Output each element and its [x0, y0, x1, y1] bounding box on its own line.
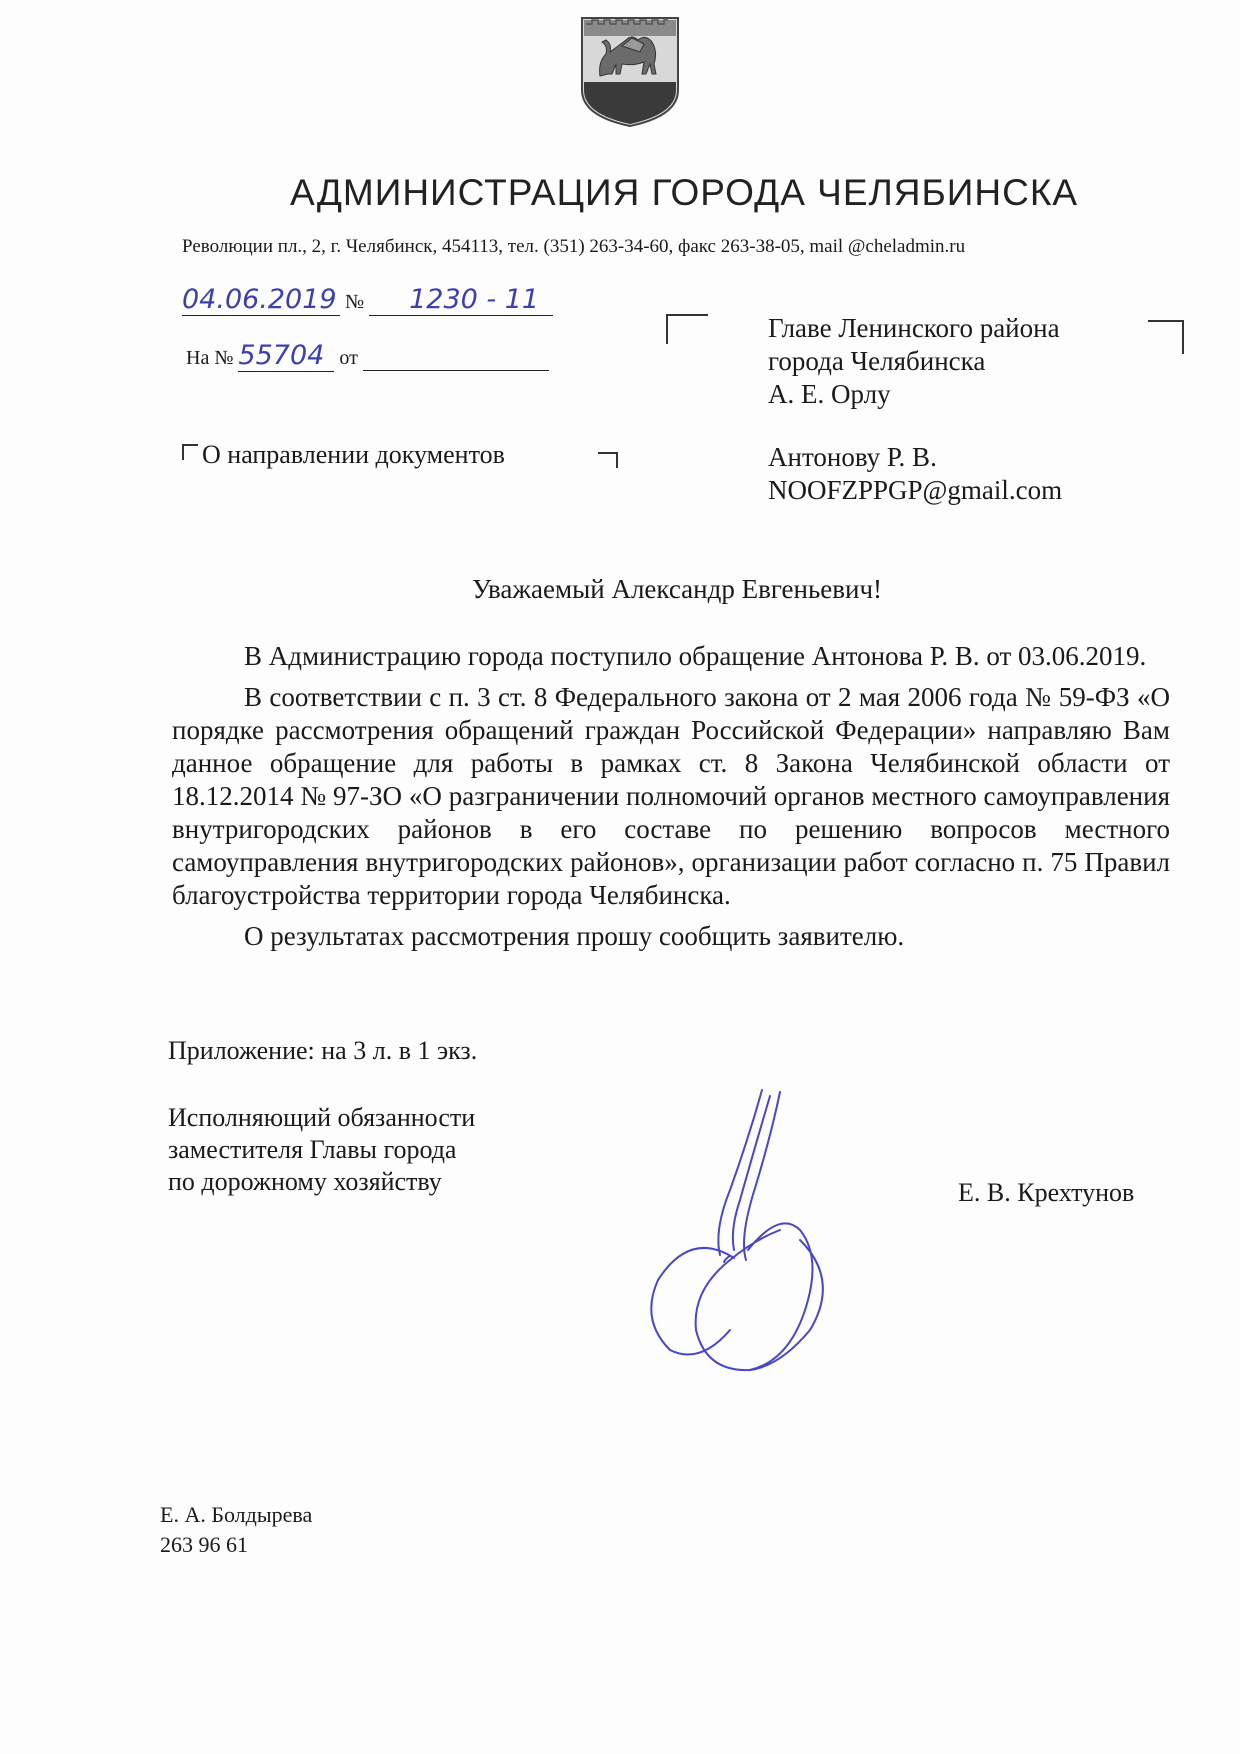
executor-name: Е. А. Болдырева — [160, 1502, 313, 1527]
position-line: Исполняющий обязанности — [168, 1103, 476, 1132]
reply-from-label: от — [339, 347, 358, 369]
organization-name: АДМИНИСТРАЦИЯ ГОРОДА ЧЕЛЯБИНСКА — [289, 172, 1079, 213]
subject-bracket-left — [182, 444, 198, 460]
reply-number: 55704 — [238, 340, 325, 371]
signer-name: Е. В. Крехтунов — [958, 1178, 1135, 1207]
subject-bracket-right — [598, 452, 618, 468]
letter-subject: О направлении документов — [202, 440, 505, 469]
registration-number-label: № — [345, 291, 365, 313]
addressee-line: города Челябинска — [768, 346, 986, 376]
position-line: заместителя Главы города — [168, 1135, 457, 1164]
addressee-copy-line: NOOFZPPGP@gmail.com — [768, 475, 1063, 505]
body-paragraph: О результатах рассмотрения прошу сообщить заявителю. — [244, 921, 905, 951]
addressee-line: Главе Ленинского района — [768, 313, 1060, 343]
chelyabinsk-coat-of-arms-icon — [578, 16, 682, 128]
body-paragraph: В соответствии с п. 3 ст. 8 Федерального закона от 2 мая 2006 года № 59-ФЗ «О порядке рассмотрения обращений граждан Российской Федерации» направляю Вам данное обращение для работы в рамках ст. 8 Закона Челябинской области от 18.12.2014 № 97-ЗО «О разграничении полномочий органов местного самоуправления внутригородских районов в его составе по решению вопросов местного самоуправления внутригородских районов», организации работ согласно п. 75 Правил благоустройства территории города Челябинска. — [172, 682, 1170, 910]
addressee-bracket-left — [666, 314, 708, 344]
registration-date-line — [182, 284, 553, 316]
organization-address: Революции пл., 2, г. Челябинск, 454113, тел. (351) 263-34-60, факс 263-38-05, mail @cheladmin.ru — [182, 236, 966, 257]
registration-date: 04.06.2019 — [182, 284, 337, 315]
addressee-line: А. Е. Орлу — [768, 379, 891, 409]
reply-reference-line — [186, 340, 549, 372]
handwritten-signature — [630, 1080, 850, 1400]
executor-block — [160, 1500, 312, 1560]
addressee-bracket-right — [1148, 320, 1184, 354]
body-paragraph: В Администрацию города поступило обращение Антонова Р. В. от 03.06.2019. — [244, 641, 1147, 671]
attachment-note: Приложение: на 3 л. в 1 экз. — [168, 1036, 478, 1065]
addressee-block — [768, 312, 1062, 507]
signer-position — [168, 1102, 475, 1198]
position-line: по дорожному хозяйству — [168, 1167, 442, 1196]
greeting: Уважаемый Александр Евгеньевич! — [471, 574, 883, 604]
addressee-copy-line: Антонову Р. В. — [768, 442, 937, 472]
letter-body — [172, 640, 1170, 961]
registration-number: 1230 - 11 — [409, 284, 540, 315]
reply-number-label: На № — [186, 347, 234, 369]
executor-phone: 263 96 61 — [160, 1532, 248, 1557]
